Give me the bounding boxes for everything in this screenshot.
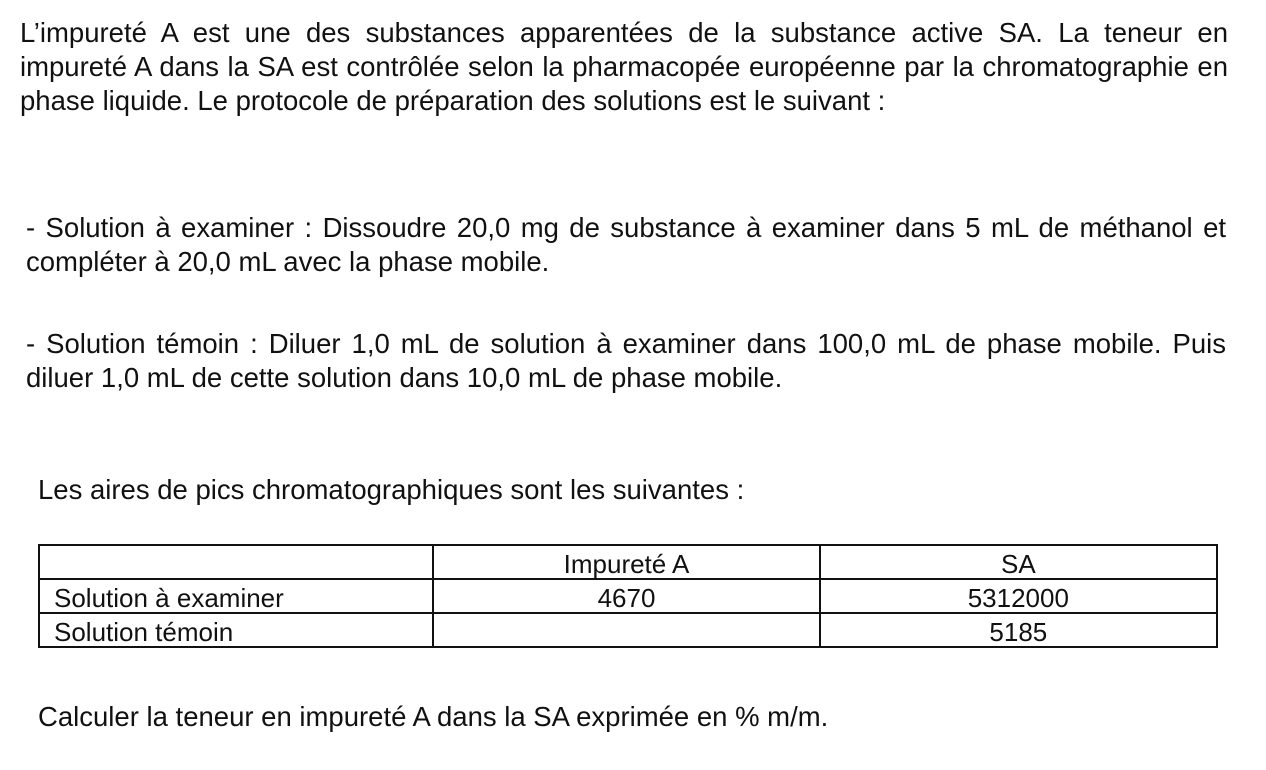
solution-exam-paragraph: - Solution à examiner : Dissoudre 20,0 mg de substance à examiner dans 5 mL de méthanol et compléter à 20,0 mL avec la phase mobile. <box>26 212 1226 277</box>
question-text: Calculer la teneur en impureté A dans la SA exprimée en % m/m. <box>38 701 829 732</box>
cell-sa: 5312000 <box>820 579 1217 613</box>
table-row <box>39 579 1217 613</box>
header-impurete-a: Impureté A <box>433 545 819 579</box>
row-label: Solution témoin <box>39 613 433 647</box>
table-row <box>39 613 1217 647</box>
header-sa: SA <box>820 545 1217 579</box>
solution-temoin-paragraph: - Solution témoin : Diluer 1,0 mL de solution à examiner dans 100,0 mL de phase mobile. Puis diluer 1,0 mL de cette solution dans 10,0 mL de phase mobile. <box>26 328 1226 393</box>
cell-impurete-a <box>433 613 819 647</box>
peak-areas-table <box>38 544 1218 648</box>
intro-paragraph: L’impureté A est une des substances apparentées de la substance active SA. La teneur en impureté A dans la SA est contrôlée selon la pharmacopée européenne par la chromatographie en phase liquide. Le protocole de préparation des solutions est le suivant : <box>20 17 1228 116</box>
cell-impurete-a: 4670 <box>433 579 819 613</box>
table-lead-text: Les aires de pics chromatographiques sont les suivantes : <box>38 474 745 505</box>
table-header-row <box>39 545 1217 579</box>
cell-sa: 5185 <box>820 613 1217 647</box>
header-empty-cell <box>39 545 433 579</box>
row-label: Solution à examiner <box>39 579 433 613</box>
